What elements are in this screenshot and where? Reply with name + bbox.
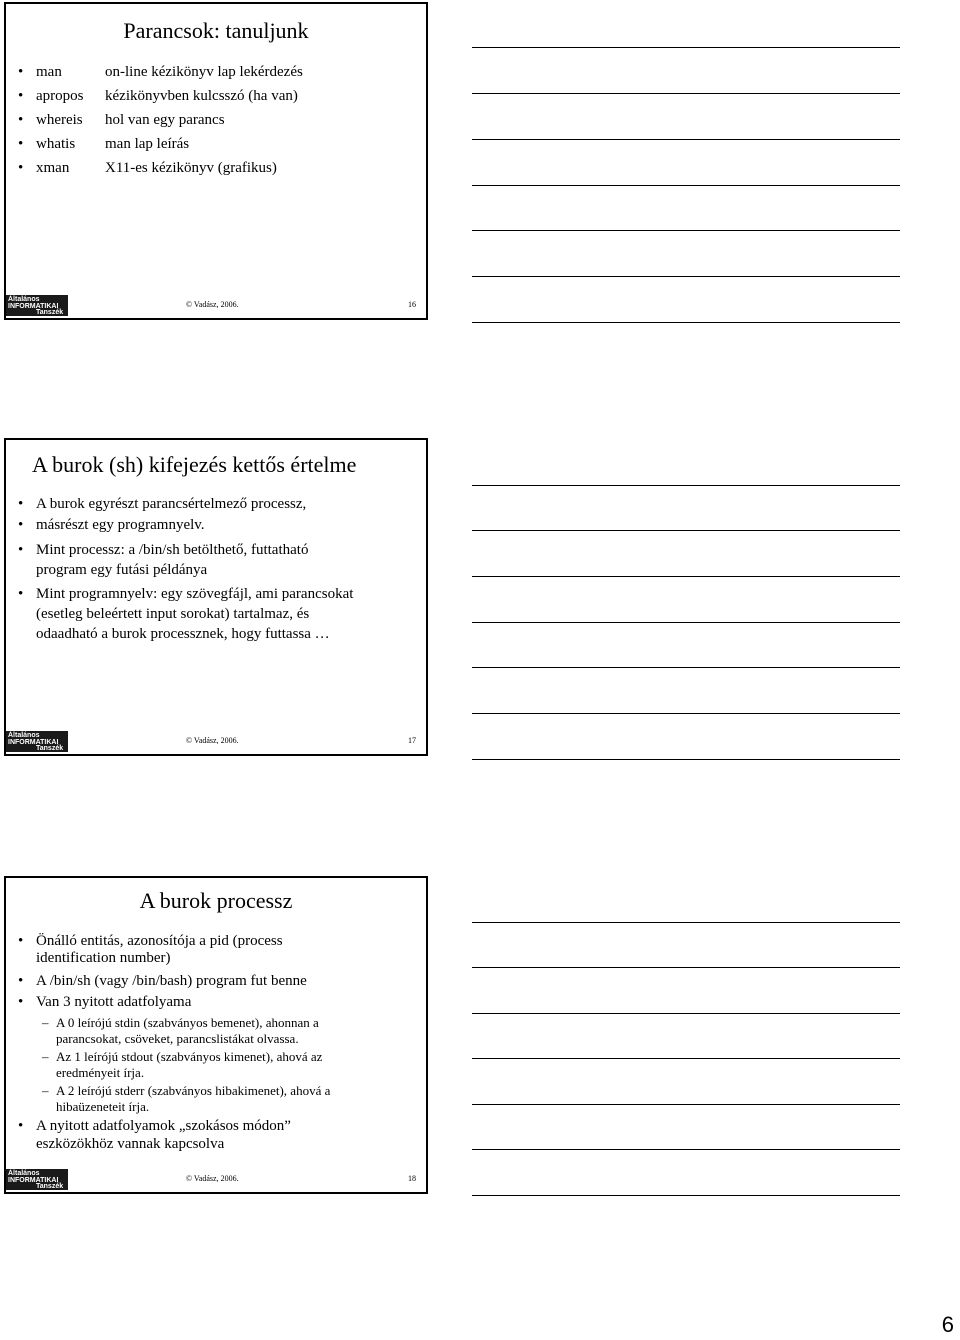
content-list (6, 933, 426, 1154)
slide-title: A burok (sh) kifejezés kettős értelme (32, 452, 357, 477)
dash-icon: – (42, 1015, 49, 1030)
slide-title: A burok processz (139, 888, 293, 913)
bullet-icon: • (18, 88, 24, 104)
command-list (6, 64, 426, 184)
list-item-continuation: identification number) (36, 950, 171, 966)
note-line (472, 759, 900, 760)
note-line (472, 713, 900, 714)
sub-list-item-continuation: eredményeit írja. (56, 1065, 145, 1080)
list-item: • A burok egyrészt parancsértelmező processz, (18, 496, 307, 512)
sub-list-item-continuation: hibaüzeneteit írja. (56, 1099, 150, 1114)
note-line (472, 1104, 900, 1105)
slide-number: 17 (408, 736, 416, 745)
list-item: • man on-line kézikönyv lap lekérdezés (18, 64, 303, 80)
list-item: • másrészt egy programnyelv. (18, 517, 205, 533)
note-line (472, 922, 900, 923)
bullet-icon: • (18, 542, 24, 558)
copyright: © Vadász, 2006. (186, 1174, 239, 1183)
note-line (472, 47, 900, 48)
note-line (472, 230, 900, 231)
content-list (6, 496, 426, 646)
slide-number: 16 (408, 300, 416, 309)
dash-icon: – (42, 1083, 49, 1098)
list-item-continuation: (esetleg beleértett input sorokat) tartalmaz, és (36, 606, 310, 622)
slide-footer (6, 730, 426, 754)
list-item: • whatis man lap leírás (18, 136, 190, 152)
note-line (472, 485, 900, 486)
bullet-icon: • (18, 160, 24, 176)
list-item-continuation: eszközökhöz vannak kapcsolva (36, 1136, 225, 1152)
slide-18 (4, 876, 428, 1194)
bullet-icon: • (18, 496, 24, 512)
list-item: • Mint processz: a /bin/sh betölthető, futtatható (18, 542, 309, 558)
copyright: © Vadász, 2006. (186, 300, 239, 309)
slide-title: Parancsok: tanuljunk (123, 18, 309, 43)
list-item-continuation: odaadható a burok processznek, hogy futtassa … (36, 626, 330, 642)
list-item: • Mint programnyelv: egy szövegfájl, ami parancsokat (18, 586, 354, 602)
note-line (472, 93, 900, 94)
note-line (472, 276, 900, 277)
note-line (472, 1149, 900, 1150)
list-item: • A /bin/sh (vagy /bin/bash) program fut benne (18, 973, 307, 989)
bullet-icon: • (18, 933, 24, 949)
bullet-icon: • (18, 136, 24, 152)
department-logo: Általános INFORMATIKAI Tanszék (6, 295, 68, 316)
list-item: • Önálló entitás, azonosítója a pid (process (18, 933, 283, 949)
note-line (472, 622, 900, 623)
list-item-continuation: program egy futási példánya (36, 562, 208, 578)
sub-list-item: – A 2 leírójú stderr (szabványos hibakimenet), ahová a (42, 1083, 331, 1098)
bullet-icon: • (18, 973, 24, 989)
bullet-icon: • (18, 994, 24, 1010)
note-line (472, 967, 900, 968)
department-logo: Általános INFORMATIKAI Tanszék (6, 731, 68, 752)
dash-icon: – (42, 1049, 49, 1064)
sub-list-item: – A 0 leírójú stdin (szabványos bemenet), ahonnan a (42, 1015, 319, 1030)
copyright: © Vadász, 2006. (186, 736, 239, 745)
sub-list-item-continuation: parancsokat, csöveket, parancslistákat olvassa. (56, 1031, 299, 1046)
note-line (472, 1013, 900, 1014)
note-line (472, 1058, 900, 1059)
note-line (472, 576, 900, 577)
note-line (472, 322, 900, 323)
slide-footer (6, 1168, 426, 1192)
list-item: • whereis hol van egy parancs (18, 112, 225, 128)
list-item: • xman X11-es kézikönyv (grafikus) (18, 160, 277, 176)
bullet-icon: • (18, 586, 24, 602)
list-item: • Van 3 nyitott adatfolyama (18, 994, 192, 1010)
department-logo: Általános INFORMATIKAI Tanszék (6, 1169, 68, 1190)
note-line (472, 185, 900, 186)
slide-17 (4, 438, 428, 756)
page-number: 6 (941, 1312, 954, 1337)
note-line (472, 667, 900, 668)
list-item: • apropos kézikönyvben kulcsszó (ha van) (18, 88, 298, 104)
note-line (472, 1195, 900, 1196)
note-line (472, 530, 900, 531)
note-line (472, 139, 900, 140)
bullet-icon: • (18, 112, 24, 128)
bullet-icon: • (18, 64, 24, 80)
sub-list-item: – Az 1 leírójú stdout (szabványos kimenet), ahová az (42, 1049, 323, 1064)
bullet-icon: • (18, 517, 24, 533)
slide-16 (4, 2, 428, 320)
bullet-icon: • (18, 1118, 24, 1134)
slide-number: 18 (408, 1174, 416, 1183)
list-item: • A nyitott adatfolyamok „szokásos módon” (18, 1118, 291, 1134)
slide-footer (6, 294, 426, 318)
